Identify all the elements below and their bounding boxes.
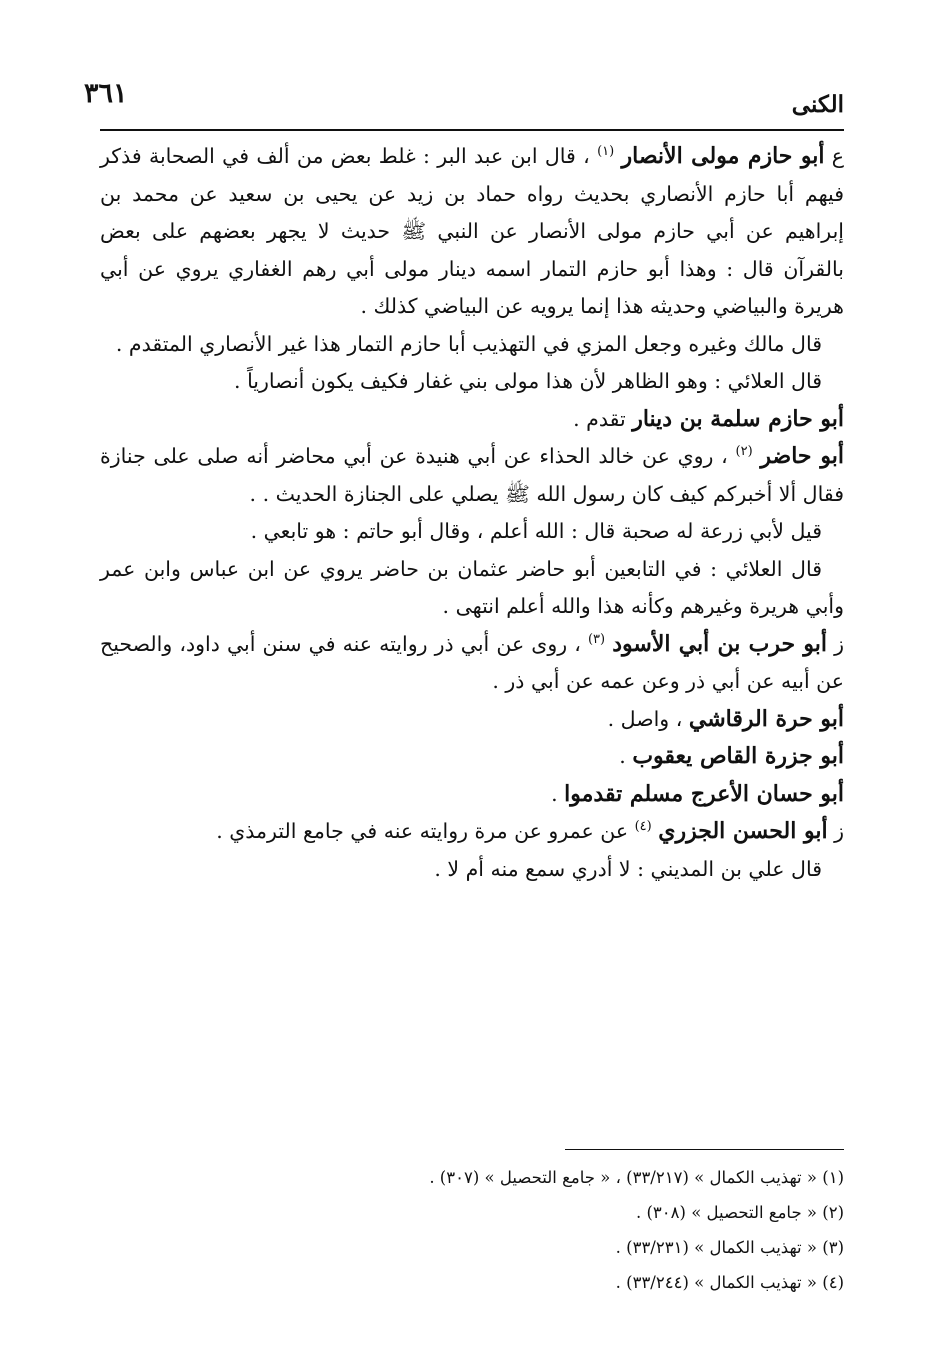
entry-abu-hassan	[100, 776, 844, 814]
footnote-ref: (١)	[597, 144, 615, 160]
paragraph: قال العلائي : وهو الظاهر لأن هذا مولى بني غفار فكيف يكون أنصارياً .	[234, 369, 822, 393]
footnote: (١) « تهذيب الكمال » (٣٣/٢١٧) ، « جامع التحصيل » (٣٠٧) .	[429, 1168, 844, 1187]
entry-abu-hurra	[100, 701, 844, 739]
entry-text: عن عمرو عن مرة روايته عنه في جامع الترمذي .	[216, 819, 635, 843]
entry-heading: أبو حرب بن أبي الأسود	[612, 630, 827, 657]
paragraph: قيل لأبي زرعة له صحبة قال : الله أعلم ، وقال أبو حاتم : هو تابعي .	[250, 519, 822, 543]
entry-heading: أبو حازم مولى الأنصار	[621, 143, 825, 169]
footnote: (٤) « تهذيب الكمال » (٣٣/٢٤٤) .	[615, 1273, 844, 1292]
footnote: (٢) « جامع التحصيل » (٣٠٨) .	[635, 1203, 844, 1222]
entry-heading: أبو الحسن الجزري	[658, 818, 828, 844]
paragraph: قال مالك وغيره وجعل المزي في التهذيب أبا حازم التمار هذا غير الأنصاري المتقدم .	[115, 331, 822, 356]
entry-text: ، واصل .	[607, 706, 689, 731]
footnote-rule	[565, 1149, 844, 1150]
entry-abu-al-hasan-al-jazari	[100, 813, 844, 851]
paragraph: قال علي بن المديني : لا أدري سمع منه أم لا .	[434, 856, 822, 881]
entry-heading: أبو حاضر	[760, 443, 844, 469]
entry-heading: أبو حازم سلمة بن دينار	[632, 405, 844, 432]
entry-abu-hazim-salama	[100, 401, 844, 439]
header-rule	[100, 129, 844, 131]
entry-text: ، روى عن أبي ذر روايته عنه في سنن أبي داود، والصحيح عن أبيه عن أبي ذر وعن عمه عن أبي ذر .	[100, 631, 844, 693]
footnote: (٣) « تهذيب الكمال » (٣٣/٢٣١) .	[615, 1238, 844, 1257]
running-title: الكنى	[791, 91, 844, 118]
entry-heading: أبو حسان الأعرج مسلم تقدموا	[564, 780, 844, 807]
entry-text: .	[551, 781, 565, 806]
main-text	[100, 138, 844, 888]
footnote-ref: (٣)	[587, 631, 606, 647]
footnote-ref: (٢)	[735, 444, 753, 460]
entry-prefix: ز	[827, 819, 844, 843]
entry-heading: أبو حرة الرقاشي	[688, 705, 844, 732]
footnotes	[100, 1160, 844, 1300]
entry-text: ، روي عن خالد الحذاء عن أبي هنيدة عن أبي محاضر أنه صلى على جنازة فقال ألا أخبركم كيف كان رسول الله ﷺ يصلي على الجنازة الحديث . .	[100, 444, 844, 506]
entry-abu-hadir	[100, 438, 844, 513]
footnote-ref: (٤)	[634, 819, 652, 835]
entry-heading: أبو جزرة القاص يعقوب	[632, 743, 844, 769]
entry-prefix: ع	[824, 144, 845, 168]
entry-prefix: ز	[826, 631, 844, 656]
entry-abu-jazra	[100, 738, 844, 776]
entry-text: .	[619, 744, 633, 768]
entry-abu-hazim-mawla-al-ansar	[100, 138, 844, 326]
entry-text: تقدم .	[573, 406, 633, 431]
entry-text: ، قال ابن عبد البر : غلط بعض من ألف في الصحابة فذكر فيهم أبا حازم الأنصاري بحديث رواه حماد بن زيد عن يحيى بن سعيد عن محمد بن إبراهيم عن أبي حازم مولى الأنصار عن النبي ﷺ حديث لا يجهر بعضهم على بعض بالقرآن قال : وهذا أبو حازم التمار اسمه دينار مولى أبي رهم الغفاري يروي عن أبي هريرة والبياضي وحديثه هذا إنما يرويه عن البياضي كذلك .	[100, 144, 844, 318]
entry-abu-harb	[100, 626, 844, 701]
paragraph: قال العلائي : في التابعين أبو حاضر عثمان بن حاضر يروي عن ابن عباس وابن عمر وأبي هريرة وغيرهم وكأنه هذا والله أعلم انتهى .	[100, 556, 844, 618]
page-number: ٣٦١	[84, 78, 128, 109]
